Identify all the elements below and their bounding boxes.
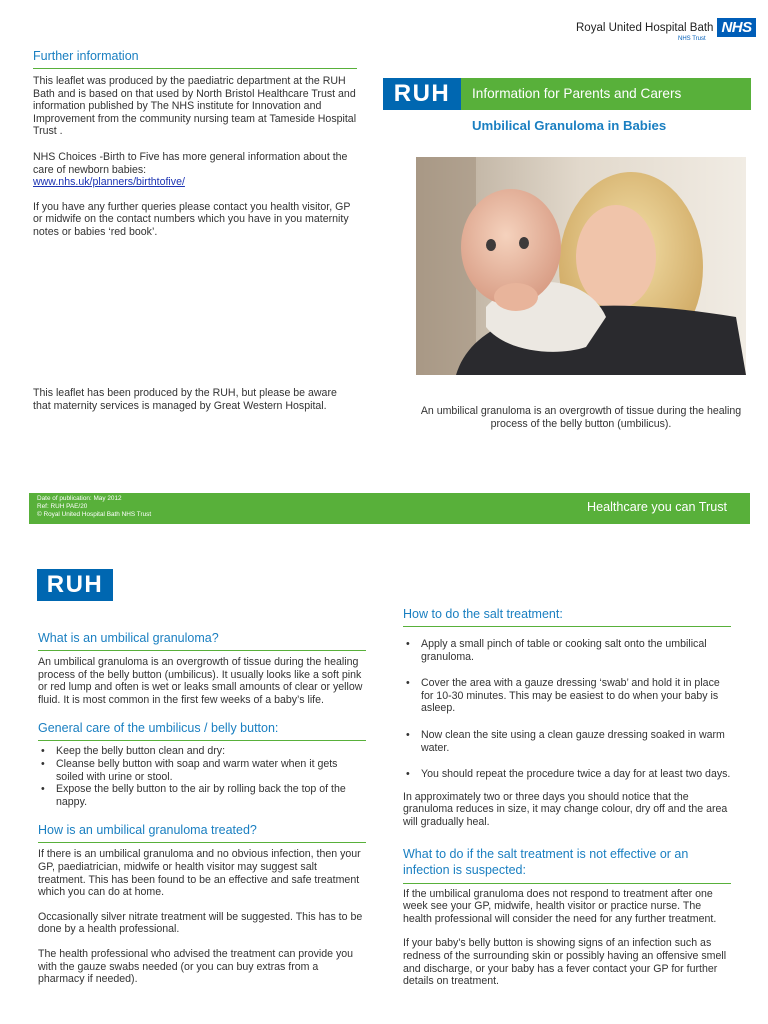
further-info-section [33, 49, 357, 239]
further-info-heading: Further information [33, 49, 357, 69]
treated-para2: Occasionally silver nitrate treatment will be suggested. This has to be done by a health professional. [38, 910, 363, 936]
further-info-para4: This leaflet has been produced by the RUH, but please be aware that maternity services is managed by Great Western Hospital. [33, 387, 337, 412]
footer-tagline: Healthcare you can Trust [587, 500, 728, 514]
what-text: An umbilical granuloma is an overgrowth of tissue during the healing process of the belly button (umbilicus). It usually looks like a soft pink or red lump and often is wet or leaks small amounts of clear or yellow fluid. It is most common in the first few weeks of a baby’s life. [38, 656, 363, 706]
not-effective-para1: If the umbilical granuloma does not respond to treatment after one week see your GP, midwife, health visitor or practice nurse. The health professional will consider the need for any further treatment. [403, 887, 717, 925]
general-care-list [38, 745, 366, 808]
list-item: • Cleanse belly button with soap and warm water when it gets soiled with urine or stool. [38, 758, 366, 783]
salt-after-text: In approximately two or three days you should notice that the granuloma reduces in size, it may change colour, dry off and the area will gradually heal. [403, 790, 728, 828]
publication-date: Date of publication: May 2012 [37, 495, 122, 502]
banner-text: Information for Parents and Carers [472, 86, 682, 101]
list-item: • Now clean the site using a clean gauze dressing soaked in warm water. [403, 729, 731, 754]
what-heading: What is an umbilical granuloma? [38, 631, 366, 651]
nhs-trust-label: NHS Trust [678, 36, 706, 42]
list-item: • Keep the belly button clean and dry: [38, 745, 366, 758]
treated-para1: If there is an umbilical granuloma and no obvious infection, then your GP, paediatrician, midwife or health visitor may suggest salt treatment. This has been found to be an effective and safe treatment which you can do at home. [38, 848, 361, 899]
treated-para3: The health professional who advised the treatment can provide you with the gauze swabs needed (or you can buy extras from a pharmacy if needed). [38, 947, 354, 986]
list-item: • Expose the belly button to the air by rolling back the top of the nappy. [38, 783, 366, 808]
general-care-heading: General care of the umbilicus / belly button: [38, 721, 366, 741]
right-column [403, 607, 731, 988]
list-item: • You should repeat the procedure twice a day for at least two days. [403, 768, 731, 781]
further-info-para2: NHS Choices -Birth to Five has more general information about the care of newborn babies: [33, 150, 348, 176]
not-effective-heading: What to do if the salt treatment is not effective or an infection is suspected: [403, 846, 731, 884]
further-info-para1: This leaflet was produced by the paediatric department at the RUH Bath and is based on that used by North Bristol Healthcare Trust and information published by The NHS institute for Innovation and Improvement from the community nursing team at Tameside Hospital Trust . [33, 75, 357, 138]
mother-and-baby-photo [416, 157, 746, 375]
list-item: • Apply a small pinch of table or cooking salt onto the umbilical granuloma. [403, 638, 731, 663]
left-column [38, 631, 366, 986]
ruh-logo: RUH [383, 78, 461, 110]
cover-caption: An umbilical granuloma is an overgrowth of tissue during the healing process of the belly button (umbilicus). [420, 405, 742, 430]
not-effective-para2: If your baby's belly button is showing signs of an infection such as redness of the surrounding skin or possibly having an offensive smell and discharge, or your baby has a fever contact your GP for further details on treatment. [403, 937, 727, 988]
ruh-logo-page2: RUH [37, 569, 113, 601]
hospital-name: Royal United Hospital Bath [576, 22, 714, 34]
footer-meta [37, 495, 151, 519]
document-title: Umbilical Granuloma in Babies [472, 118, 667, 133]
hospital-brand [576, 18, 756, 42]
list-item: • Cover the area with a gauze dressing ‘swab’ and hold it in place for 10-30 minutes. This may be easiest to do when your baby is asleep. [403, 677, 731, 715]
birth-to-five-link[interactable]: www.nhs.uk/planners/birthtofive/ [33, 176, 185, 189]
further-info-para3: If you have any further queries please contact you health visitor, GP or midwife on the contact numbers which you have in you maternity notes or babies ‘red book’. [33, 200, 351, 238]
treated-heading: How is an umbilical granuloma treated? [38, 823, 366, 843]
salt-heading: How to do the salt treatment: [403, 607, 731, 627]
reference-code: Ref: RUH PAE/20 [37, 503, 88, 510]
nhs-logo: NHS [717, 18, 755, 37]
copyright: © Royal United Hospital Bath NHS Trust [37, 511, 152, 518]
salt-steps-list [403, 638, 731, 781]
